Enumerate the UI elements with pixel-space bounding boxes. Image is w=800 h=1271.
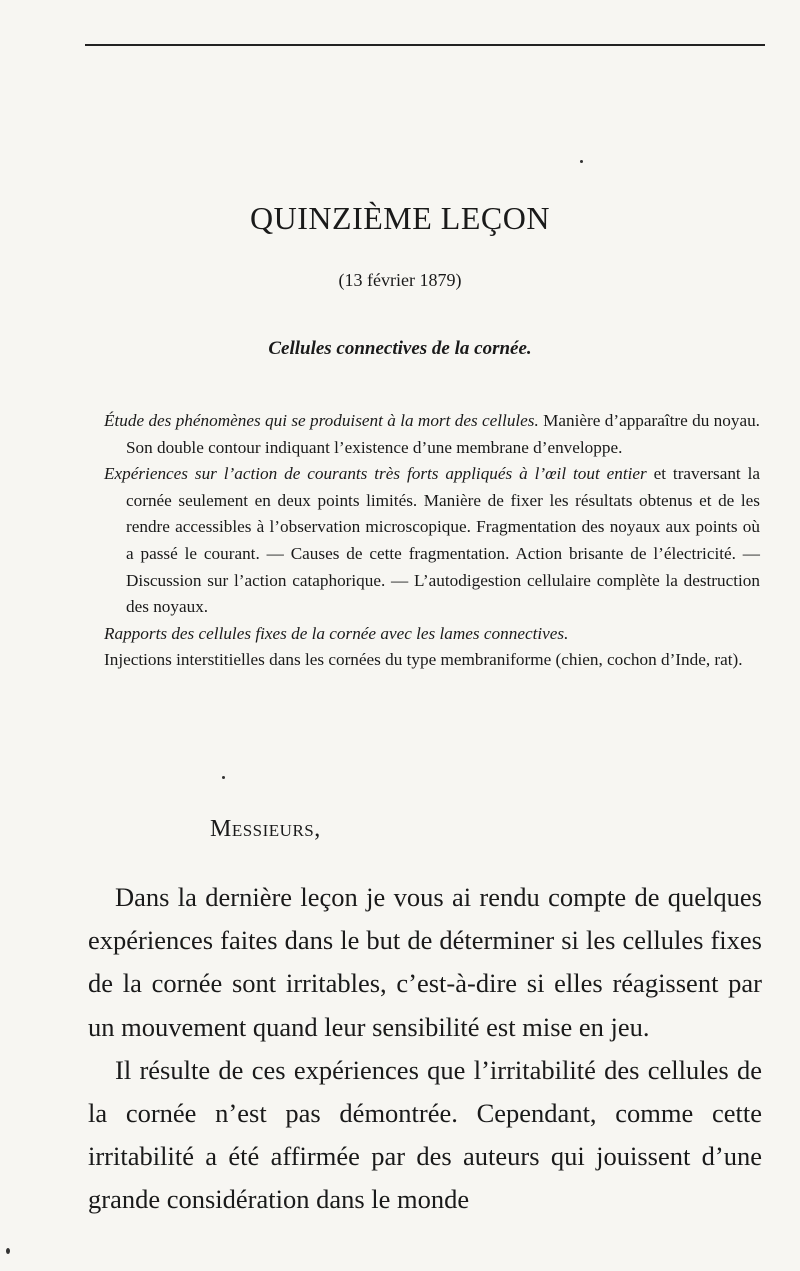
summary-paragraph [104, 647, 760, 674]
summary-paragraph [104, 621, 760, 648]
body-text [88, 876, 762, 1222]
lecture-subtitle: Cellules connectives de la cornée. [268, 338, 532, 359]
lecture-summary [104, 408, 760, 674]
summary-italic: Expériences sur l’action de courants très forts appliqués à l’œil tout entier [104, 464, 647, 484]
summary-paragraph [104, 461, 760, 621]
summary-italic: Étude des phénomènes qui se produisent à la mort des cellules. [104, 411, 539, 430]
salutation: Messieurs, [210, 816, 321, 842]
speck [580, 160, 583, 163]
summary-paragraph [104, 408, 760, 461]
body-paragraph: Dans la dernière leçon je vous ai rendu compte de quelques expériences faites dans le but de déterminer si les cellules fixes de la cornée sont irritables, c’est-à-dire si elles réagissent par un mouvement quand leur sensibilité est mise en jeu. [88, 882, 762, 1042]
speck [222, 776, 225, 779]
summary-text: Manière d’apparaître du noyau. Son double contour indiquant l’existence d’une membrane d’enveloppe. [126, 411, 760, 457]
header-rule [85, 44, 765, 46]
speck [6, 1248, 10, 1254]
lecture-title: QUINZIÈME LEÇON [250, 200, 550, 236]
summary-italic: Rapports des cellules fixes de la cornée avec les lames connectives. [104, 623, 569, 643]
body-paragraph: Il résulte de ces expériences que l’irritabilité des cellules de la cornée n’est pas démontrée. Cependant, comme cette irritabilité a été affirmée par des auteurs qui jouissent d’une grande considération dans le monde [88, 1054, 762, 1215]
lecture-date: (13 février 1879) [338, 270, 462, 290]
summary-text: Injections interstitielles dans les cornées du type membraniforme (chien, cochon d’Inde, rat). [104, 650, 743, 670]
summary-text: et traversant la cornée seulement en deux points limités. Manière de fixer les résultats obtenus et de les rendre accessibles à l’observation microscopique. Fragmentation des noyaux aux points où a passé le courant. — Causes de cette fragmentation. Action brisante de l’électricité. — Discussion sur l’action cataphorique. — L’autodigestion cellulaire complète la destruction des noyaux. [126, 464, 760, 617]
